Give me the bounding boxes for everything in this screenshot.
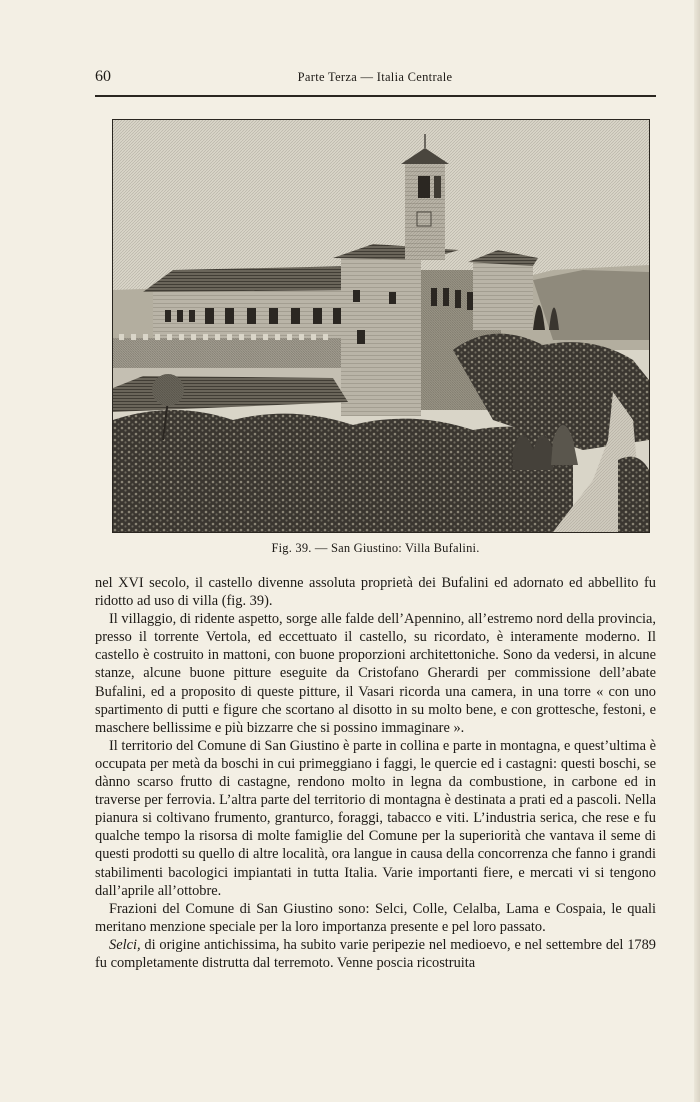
paragraph-text: di origine antichissima, ha subito varie peripezie nel medioevo, e nel settembre del 1789 fu completamente distrutta dal terremoto. Venne poscia ricostruita [95,936,656,971]
paragraph: Il villaggio, di ridente aspetto, sorge alle falde dell’Apennino, all’estremo nord della provincia, presso il torrente Vertola, ed eccettuato il castello, su ricordato, è interamente moderno. Il castello è costruito in mattoni, con buone proporzioni architettoniche. Sono da vedersi, in alcune stanze, alcune buone pitture eseguite da Cristofano Gherardi per commissione dell’abate Bufalini, ed a proposito di queste pitture, il Vasari ricorda una camera, in una torre « con uno spartimento di putti e figure che scortano al disotto in su molto bene, e con grottesche, festoni, e maschere bellissime e più bizzarre che si possino immaginare ». [95,611,656,736]
page-number: 60 [95,68,111,85]
running-title: Parte Terza — Italia Centrale [297,70,453,84]
figure-engraving [112,119,650,533]
italic-lead: Selci, [109,936,141,953]
paragraph: Frazioni del Comune di San Giustino sono: Selci, Colle, Celalba, Lama e Cospaia, le quali meritano menzione speciale per la loro importanza presente e pel loro passato. [95,900,656,935]
paragraph: nel XVI secolo, il castello divenne assoluta proprietà dei Bufalini ed adornato ed abbellito fu ridotto ad uso di villa (fig. 39). [95,575,656,610]
paragraph: Il territorio del Comune di San Giustino è parte in collina e parte in montagna, e quest’ultima è occupata per metà da boschi in cui primeggiano i faggi, le quercie ed i castagni: questi boschi, se dànno scarso frutto di castagne, rendono molto in legna da combustione, in carbone ed in traverse per ferrovia. L’altra parte del territorio di montagna è destinata a prati ed a pascoli. Nella pianura si coltivano frumento, granturco, foraggi, tabacco e viti. L’industria serica, che rese e fu qualche tempo la risorsa di molte famiglie del Comune per la superiorità che vantava il seme di questi prodotti su quello di altre località, ora langue in causa della concorrenza che fanno i grandi stabilimenti bacologici impiantati in tutta Italia. Varie importanti fiere, e mercati vi si tengono dall’aprile all’ottobre. [95,737,656,899]
figure-caption: Fig. 39. — San Giustino: Villa Bufalini. [271,541,480,555]
page-header [95,68,655,92]
page-edge [694,0,700,1102]
villa-engraving-illustration [113,120,649,532]
header-rule [95,95,656,97]
body-text [95,574,656,972]
paragraph-last [95,936,656,972]
